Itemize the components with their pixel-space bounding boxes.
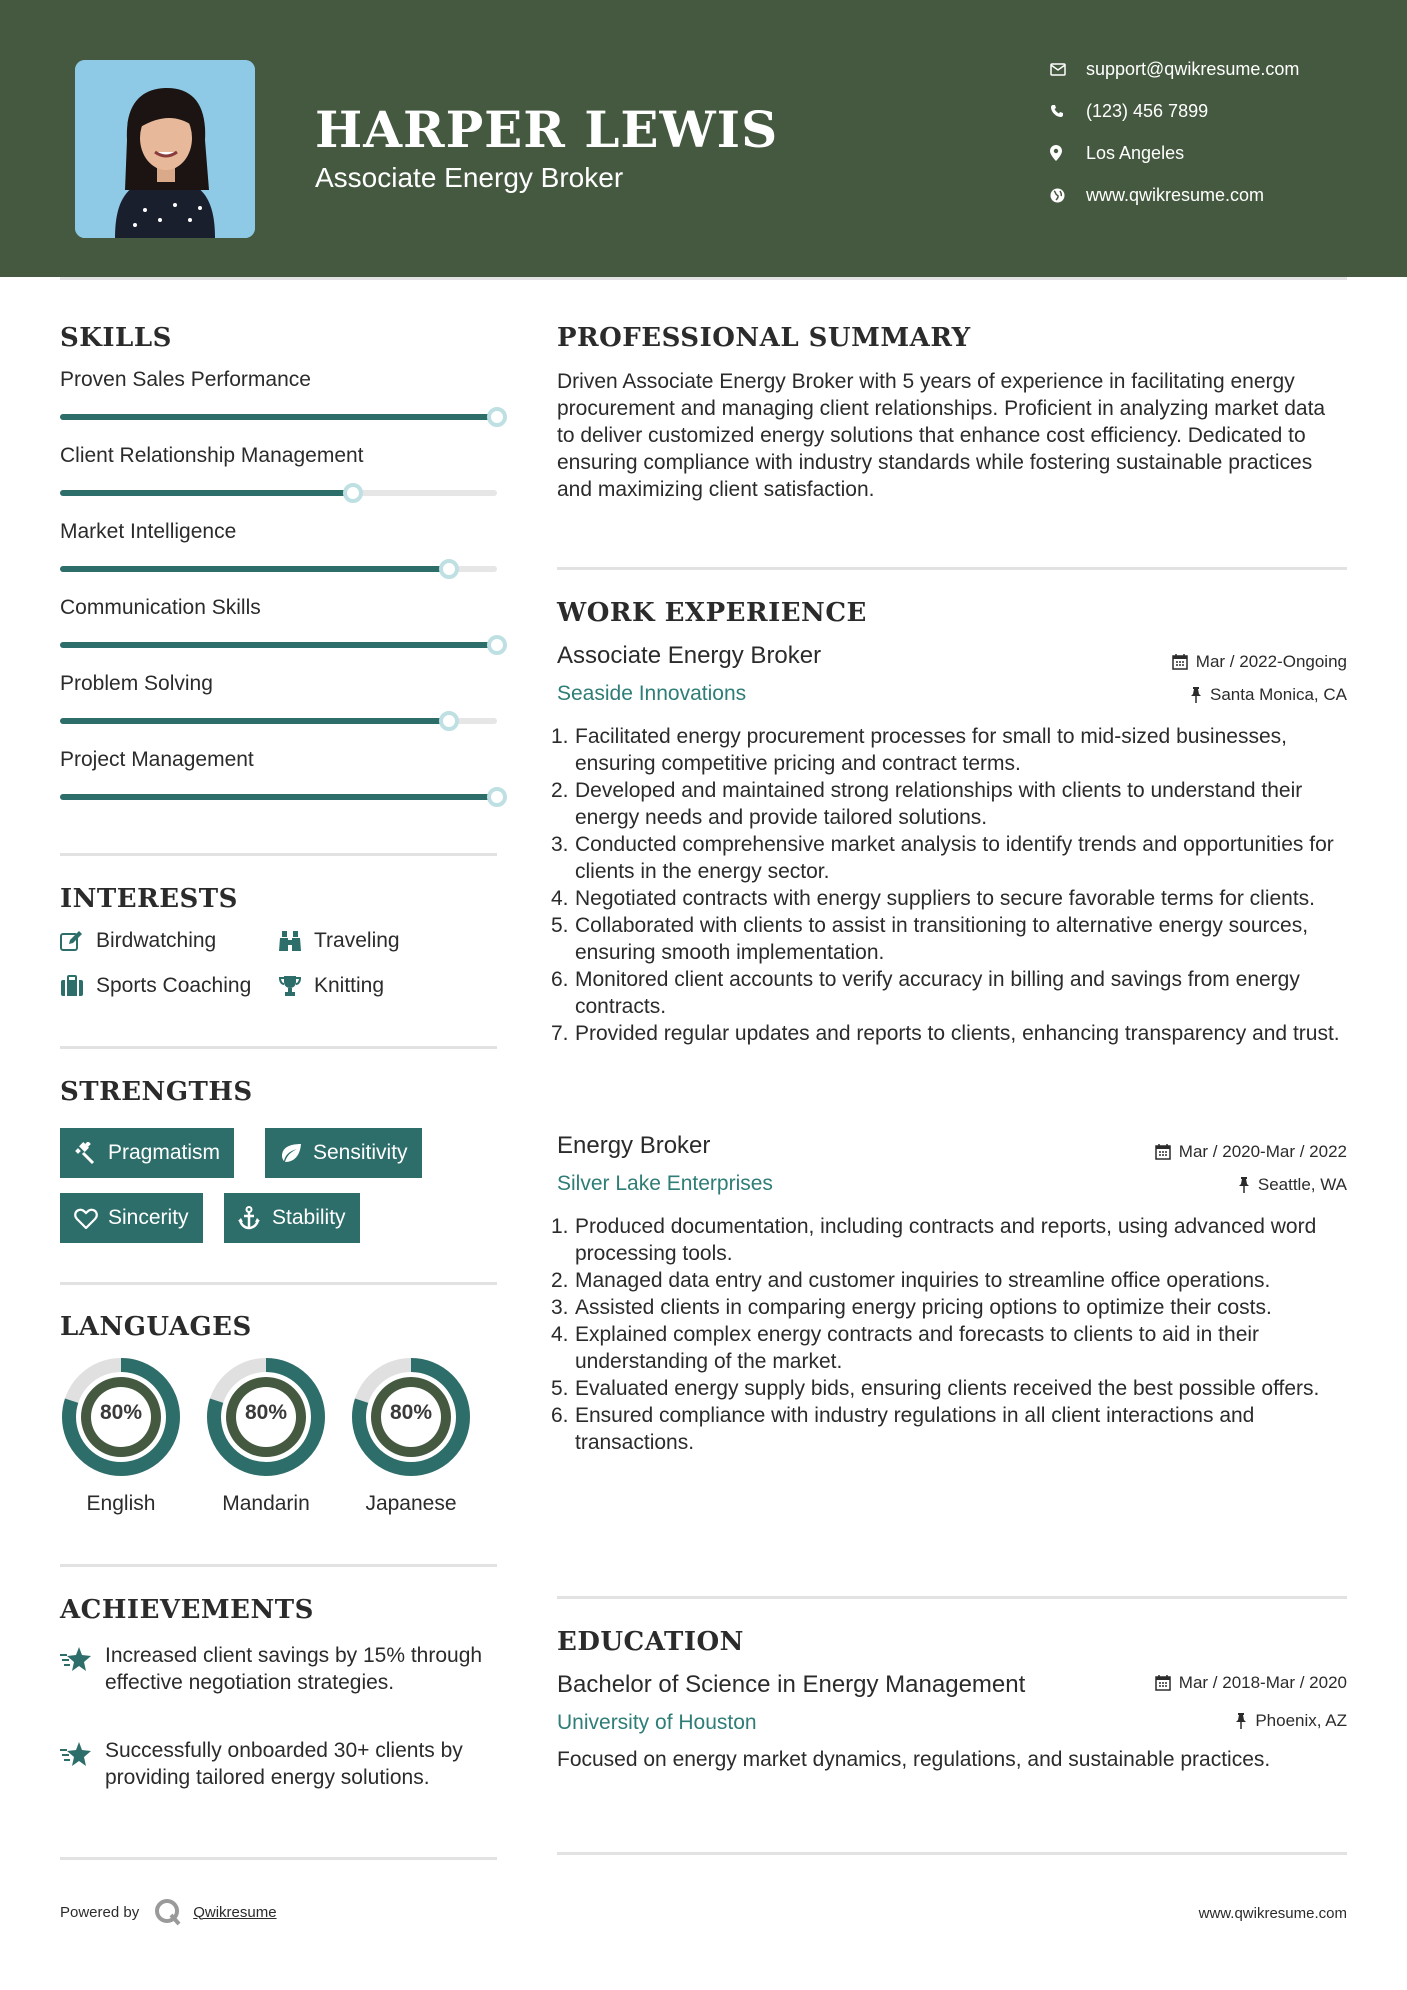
section-divider xyxy=(60,1046,497,1049)
skill-bar-knob xyxy=(343,483,363,503)
duty-item xyxy=(551,723,1347,777)
job-location xyxy=(1190,685,1347,705)
duty-number: 2. xyxy=(551,779,569,802)
duty-text: Ensured compliance with industry regulations in all client interactions and transactions. xyxy=(575,1404,1255,1454)
skill-bar xyxy=(60,642,497,648)
education-heading: EDUCATION xyxy=(557,1627,744,1657)
duty-item xyxy=(551,1402,1347,1456)
pencil-square-icon xyxy=(60,930,96,952)
section-divider xyxy=(557,1596,1347,1599)
duties-list xyxy=(551,723,1347,1047)
strength-label: Sensitivity xyxy=(313,1141,408,1164)
job-dates-text: Mar / 2020-Mar / 2022 xyxy=(1178,1142,1347,1161)
strength-label: Stability xyxy=(272,1206,346,1229)
job-dates-text: Mar / 2022-Ongoing xyxy=(1195,652,1347,671)
language-ring xyxy=(350,1356,472,1483)
language-percent: 80% xyxy=(389,1401,433,1424)
language-ring xyxy=(60,1356,182,1483)
strength-tag xyxy=(224,1193,360,1243)
company-name: Seaside Innovations xyxy=(557,682,747,705)
duty-number: 4. xyxy=(551,1323,569,1346)
skill-bar xyxy=(60,566,497,572)
phone-icon xyxy=(1050,104,1086,118)
duty-number: 5. xyxy=(551,914,569,937)
duty-item xyxy=(551,1020,1347,1047)
duty-item xyxy=(551,885,1347,912)
job-title: Energy Broker xyxy=(557,1132,711,1159)
strength-tag xyxy=(60,1193,203,1243)
education-dates xyxy=(1155,1673,1347,1693)
duty-number: 7. xyxy=(551,1022,569,1045)
duty-item xyxy=(551,1375,1347,1402)
interest-item xyxy=(278,974,384,998)
interest-label: Sports Coaching xyxy=(96,974,252,997)
anchor-icon xyxy=(238,1206,272,1230)
duty-number: 3. xyxy=(551,1296,569,1319)
skill-label: Proven Sales Performance xyxy=(60,368,311,391)
star-icon xyxy=(60,1642,105,1696)
gavel-icon xyxy=(74,1142,108,1164)
leaf-icon xyxy=(279,1143,313,1163)
job-title: Associate Energy Broker xyxy=(557,642,822,669)
degree-title: Bachelor of Science in Energy Management xyxy=(557,1671,1026,1698)
calendar-icon xyxy=(1155,1144,1171,1160)
duty-number: 6. xyxy=(551,968,569,991)
duty-number: 5. xyxy=(551,1377,569,1400)
job-dates xyxy=(1172,652,1347,672)
education-location xyxy=(1235,1711,1347,1731)
calendar-icon xyxy=(1172,654,1188,670)
footer-powered-by xyxy=(60,1897,277,1927)
trophy-icon xyxy=(278,975,314,997)
language-label: Mandarin xyxy=(222,1492,310,1515)
education-dates-text: Mar / 2018-Mar / 2020 xyxy=(1178,1673,1347,1692)
contact-phone-text: (123) 456 7899 xyxy=(1086,100,1209,121)
contact-phone[interactable] xyxy=(1050,96,1380,126)
envelope-icon xyxy=(1050,63,1086,76)
qwikresume-link[interactable]: Qwikresume xyxy=(193,1903,277,1921)
duty-text: Managed data entry and customer inquiries to streamline office operations. xyxy=(575,1269,1271,1292)
skill-bar-fill xyxy=(60,794,497,800)
duty-text: Provided regular updates and reports to clients, enhancing transparency and trust. xyxy=(575,1022,1340,1045)
achievement-text: Increased client savings by 15% through effective negotiation strategies. xyxy=(105,1644,483,1694)
job-dates xyxy=(1155,1142,1347,1162)
education-description: Focused on energy market dynamics, regulations, and sustainable practices. xyxy=(557,1748,1271,1771)
duties-list xyxy=(551,1213,1347,1456)
duty-item xyxy=(551,912,1347,966)
duty-item xyxy=(551,966,1347,1020)
contact-email-text: support@qwikresume.com xyxy=(1086,58,1300,79)
duty-item xyxy=(551,1213,1347,1267)
strength-label: Pragmatism xyxy=(108,1141,221,1164)
languages-heading: LANGUAGES xyxy=(60,1312,252,1342)
duty-item xyxy=(551,831,1347,885)
education-location-text: Phoenix, AZ xyxy=(1255,1711,1347,1730)
pushpin-icon xyxy=(1238,1177,1250,1193)
language-label: Japanese xyxy=(365,1492,457,1515)
duty-text: Assisted clients in comparing energy pricing options to optimize their costs. xyxy=(575,1296,1272,1319)
school-name: University of Houston xyxy=(557,1711,757,1734)
achievements-heading: ACHIEVEMENTS xyxy=(60,1595,314,1625)
interest-item xyxy=(60,929,216,953)
candidate-title: Associate Energy Broker xyxy=(315,162,624,193)
job-location-text: Santa Monica, CA xyxy=(1209,685,1347,704)
duty-text: Monitored client accounts to verify accuracy in billing and savings from energy contracts. xyxy=(575,968,1300,1018)
language-percent: 80% xyxy=(244,1401,288,1424)
skill-label: Problem Solving xyxy=(60,672,213,695)
section-divider xyxy=(60,1282,497,1285)
duty-number: 6. xyxy=(551,1404,569,1427)
duty-text: Negotiated contracts with energy suppliers to secure favorable terms for clients. xyxy=(575,887,1316,910)
skill-label: Market Intelligence xyxy=(60,520,237,543)
heart-icon xyxy=(74,1208,108,1229)
binoculars-icon xyxy=(278,930,314,952)
summary-heading: PROFESSIONAL SUMMARY xyxy=(557,323,971,353)
skill-label: Client Relationship Management xyxy=(60,444,364,467)
interest-label: Traveling xyxy=(314,929,400,952)
qwikresume-logo-icon xyxy=(153,1897,183,1927)
pushpin-icon xyxy=(1190,687,1202,703)
skill-bar-fill xyxy=(60,566,449,572)
duty-number: 1. xyxy=(551,725,569,748)
strength-tag xyxy=(265,1128,422,1178)
duty-number: 3. xyxy=(551,833,569,856)
header-divider xyxy=(60,277,1347,280)
section-divider xyxy=(557,567,1347,570)
interest-label: Birdwatching xyxy=(96,929,217,952)
skill-bar-fill xyxy=(60,642,497,648)
globe-icon xyxy=(1050,188,1086,203)
skill-bar-knob xyxy=(487,635,507,655)
duty-text: Evaluated energy supply bids, ensuring clients received the best possible offers. xyxy=(575,1377,1320,1400)
pushpin-icon xyxy=(1235,1713,1247,1729)
candidate-name: HARPER LEWIS xyxy=(315,100,779,159)
skill-bar-knob xyxy=(439,559,459,579)
skill-bar xyxy=(60,718,497,724)
skill-bar-knob xyxy=(487,787,507,807)
duty-text: Collaborated with clients to assist in transitioning to alternative energy sources, ensuring smooth implementation. xyxy=(575,914,1309,964)
profile-photo xyxy=(75,60,255,238)
calendar-icon xyxy=(1155,1675,1171,1691)
achievement-item xyxy=(60,1642,500,1696)
skill-bar-fill xyxy=(60,718,449,724)
duty-number: 2. xyxy=(551,1269,569,1292)
language-label: English xyxy=(86,1492,156,1515)
strength-tag xyxy=(60,1128,234,1178)
experience-heading: WORK EXPERIENCE xyxy=(557,598,867,628)
duty-item xyxy=(551,777,1347,831)
skill-label: Communication Skills xyxy=(60,596,261,619)
duty-text: Explained complex energy contracts and forecasts to clients to aid in their understanding of the market. xyxy=(575,1323,1260,1373)
skill-bar-fill xyxy=(60,414,497,420)
duty-item xyxy=(551,1294,1347,1321)
interest-label: Knitting xyxy=(314,974,385,997)
powered-by-text: Powered by xyxy=(60,1903,140,1921)
language-ring xyxy=(205,1356,327,1483)
skill-bar xyxy=(60,794,497,800)
contact-location-text: Los Angeles xyxy=(1086,142,1185,163)
language-percent: 80% xyxy=(99,1401,143,1424)
contact-website-text: www.qwikresume.com xyxy=(1086,184,1265,205)
skill-bar-knob xyxy=(439,711,459,731)
duty-item xyxy=(551,1321,1347,1375)
strength-label: Sincerity xyxy=(108,1206,189,1229)
interest-item xyxy=(60,974,251,998)
duty-text: Facilitated energy procurement processes for small to mid-sized businesses, ensuring competitive pricing and contract terms. xyxy=(575,725,1287,775)
skill-bar xyxy=(60,414,497,420)
section-divider xyxy=(557,1852,1347,1855)
section-divider xyxy=(60,1564,497,1567)
duty-text: Developed and maintained strong relationships with clients to understand their energy needs and provide tailored solutions. xyxy=(575,779,1303,829)
map-marker-icon xyxy=(1050,145,1086,161)
summary-text: Driven Associate Energy Broker with 5 years of experience in facilitating energy procurement and managing client relationships. Proficient in analyzing market data to deliver customized energy solutions that enhance cost efficiency. Dedicated to ensuring compliance with industry standards while fostering sustainable practices and maximizing client satisfaction. xyxy=(557,370,1326,501)
duty-text: Conducted comprehensive market analysis to identify trends and opportunities for clients in the energy sector. xyxy=(575,833,1334,883)
achievement-item xyxy=(60,1737,500,1791)
skills-heading: SKILLS xyxy=(60,323,172,353)
duty-text: Produced documentation, including contracts and reports, using advanced word processing tools. xyxy=(575,1215,1317,1265)
contact-website[interactable] xyxy=(1050,180,1380,210)
footer-website[interactable]: www.qwikresume.com xyxy=(1198,1905,1347,1922)
job-location xyxy=(1238,1175,1347,1195)
interest-item xyxy=(278,929,400,953)
contact-location xyxy=(1050,138,1380,168)
job-location-text: Seattle, WA xyxy=(1257,1175,1347,1194)
duty-number: 1. xyxy=(551,1215,569,1238)
duty-item xyxy=(551,1267,1347,1294)
achievement-text: Successfully onboarded 30+ clients by providing tailored energy solutions. xyxy=(105,1739,463,1789)
duty-number: 4. xyxy=(551,887,569,910)
strengths-heading: STRENGTHS xyxy=(60,1077,253,1107)
contact-email[interactable] xyxy=(1050,54,1380,84)
section-divider xyxy=(60,853,497,856)
section-divider xyxy=(60,1857,497,1860)
skill-bar-knob xyxy=(487,407,507,427)
skill-bar xyxy=(60,490,497,496)
company-name: Silver Lake Enterprises xyxy=(557,1172,773,1195)
resume-header xyxy=(0,0,1407,277)
skill-bar-fill xyxy=(60,490,353,496)
skill-label: Project Management xyxy=(60,748,254,771)
briefcase-icon xyxy=(60,975,96,997)
star-icon xyxy=(60,1737,105,1791)
interests-heading: INTERESTS xyxy=(60,884,238,914)
